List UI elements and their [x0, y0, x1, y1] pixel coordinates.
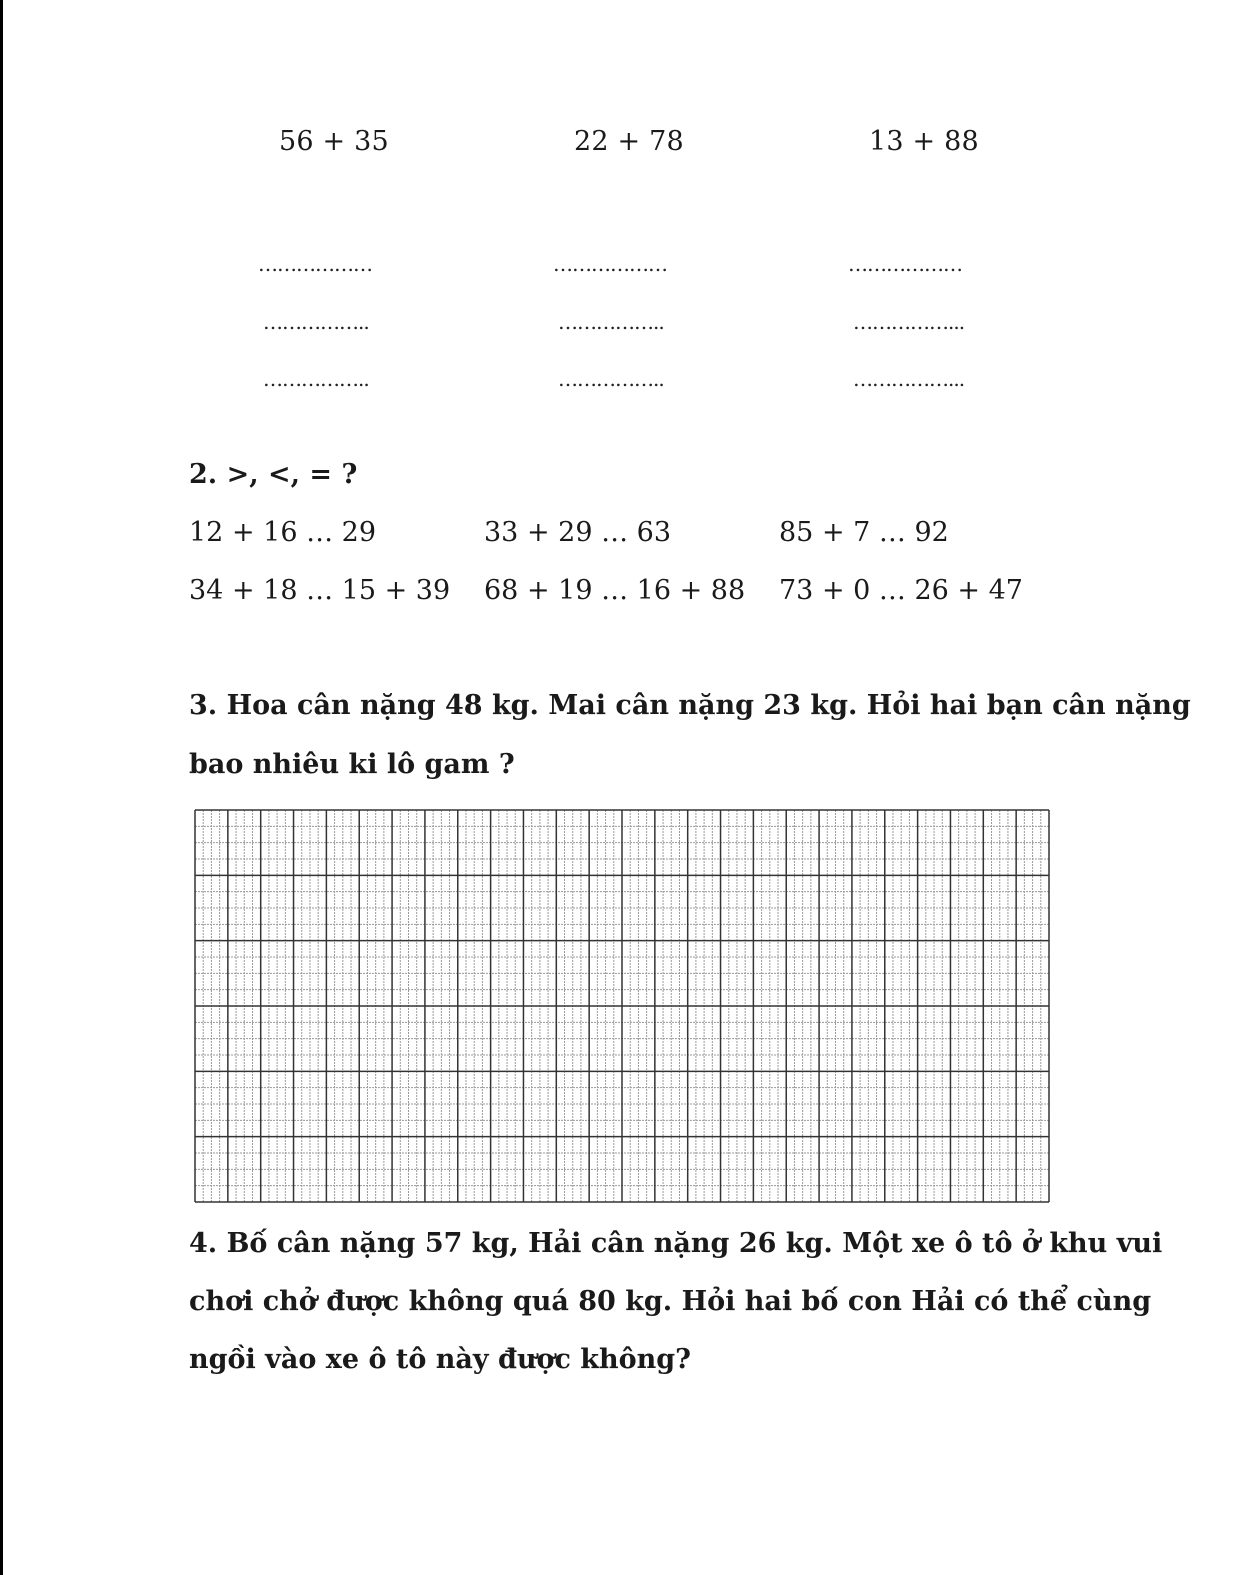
exercise-3-line-2: bao nhiêu ki lô gam ? [189, 749, 515, 780]
answer-line: ……………... [853, 310, 965, 334]
exercise-4-line-3: ngồi vào xe ô tô này được không? [189, 1344, 691, 1375]
writing-grid[interactable] [193, 808, 1051, 1204]
exercise-4-line-2: chơi chở được không quá 80 kg. Hỏi hai bố con Hải có thể cùng [189, 1286, 1152, 1317]
comparison-item: 12 + 16 … 29 [189, 517, 377, 548]
exercise-2-title: 2. >, <, = ? [189, 459, 358, 490]
addition-expression-2: 22 + 78 [574, 126, 684, 157]
comparison-item: 34 + 18 … 15 + 39 [189, 575, 451, 606]
addition-expression-3: 13 + 88 [869, 126, 979, 157]
addition-expression-1: 56 + 35 [279, 126, 389, 157]
exercise-3-line-1: 3. Hoa cân nặng 48 kg. Mai cân nặng 23 kg. Hỏi hai bạn cân nặng [189, 690, 1191, 721]
comparison-item: 73 + 0 … 26 + 47 [779, 575, 1023, 606]
answer-line: …………….. [558, 367, 664, 391]
page-left-border [0, 0, 3, 1575]
exercise-4-line-1: 4. Bố cân nặng 57 kg, Hải cân nặng 26 kg. Một xe ô tô ở khu vui [189, 1228, 1163, 1259]
answer-line: ……………… [553, 252, 667, 276]
answer-line: …………….. [263, 310, 369, 334]
answer-line: ……………... [853, 367, 965, 391]
comparison-item: 68 + 19 … 16 + 88 [484, 575, 746, 606]
comparison-item: 33 + 29 … 63 [484, 517, 672, 548]
answer-line: …………….. [263, 367, 369, 391]
writing-grid-svg [193, 808, 1051, 1204]
answer-line: …………….. [558, 310, 664, 334]
comparison-item: 85 + 7 … 92 [779, 517, 949, 548]
answer-line: ……………… [258, 252, 372, 276]
answer-line: ……………… [848, 252, 962, 276]
